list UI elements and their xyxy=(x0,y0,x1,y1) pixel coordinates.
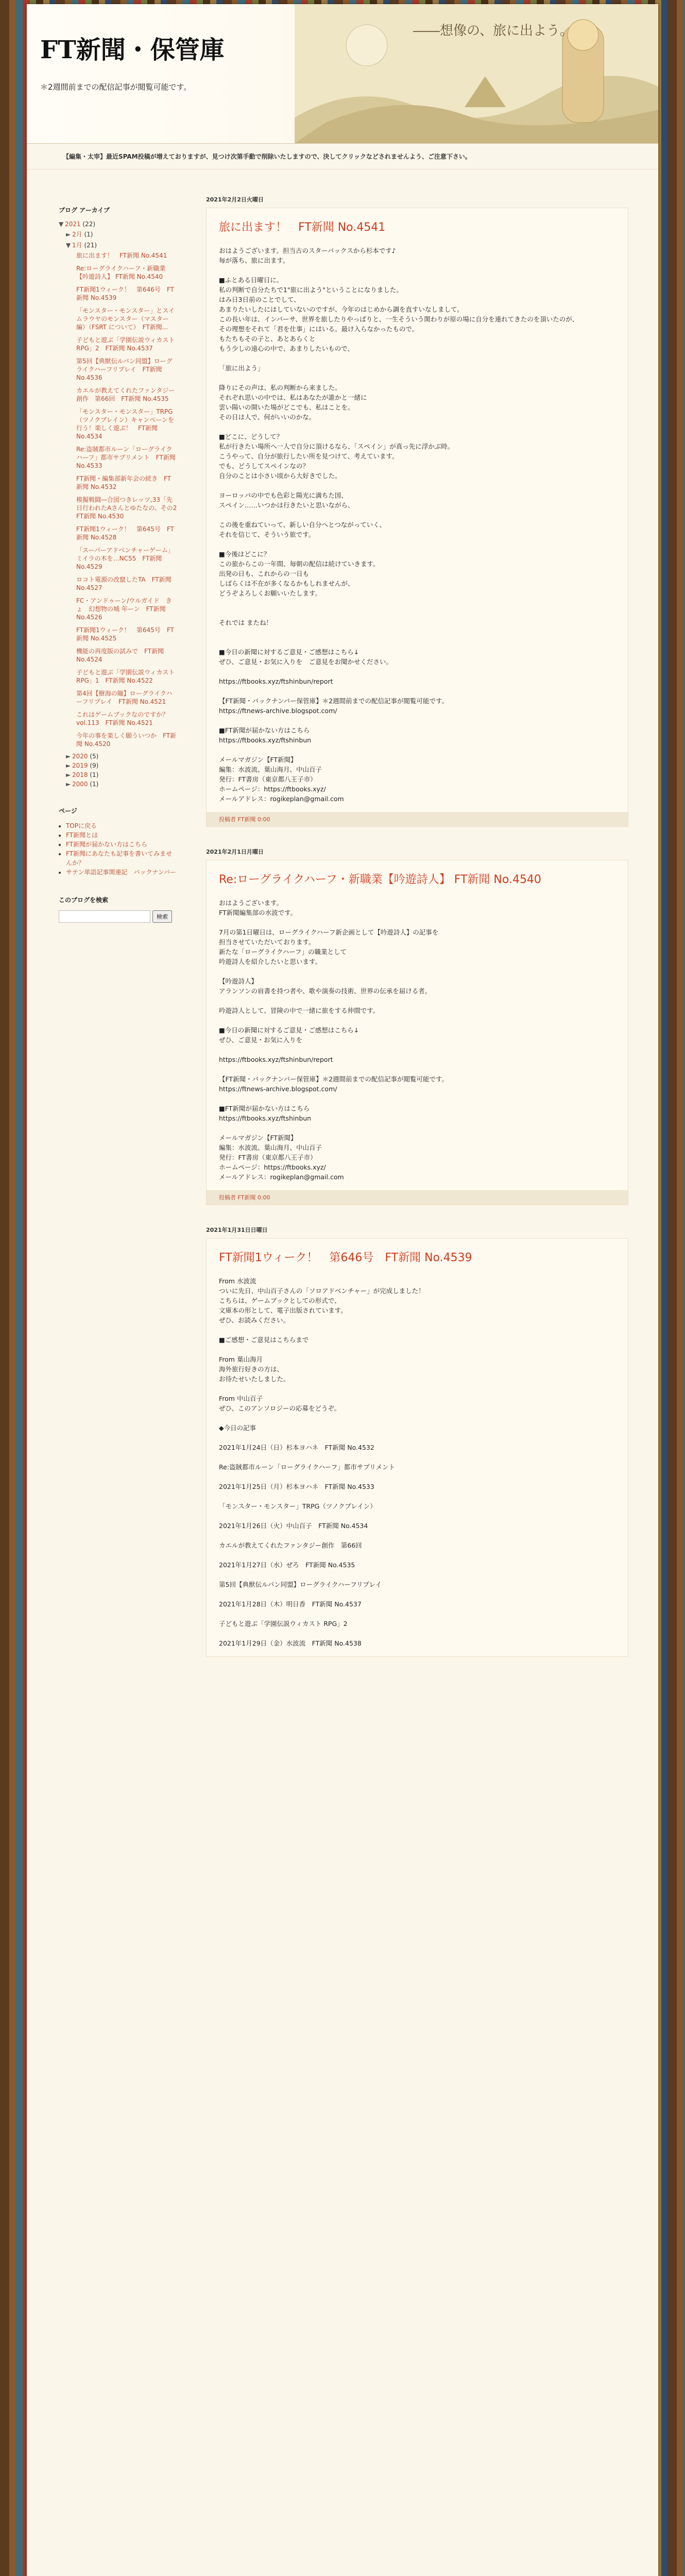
archive-post-item xyxy=(76,597,177,621)
header-tagline: ――想像の、旅に出よう。 xyxy=(413,23,573,39)
page-link[interactable]: TOPに戻る xyxy=(66,822,97,829)
archive-year-link[interactable]: 2000 xyxy=(72,781,88,788)
archive-post-link[interactable]: FT新聞1ウィーク！ 第646号 FT新聞 No.4539 xyxy=(76,286,174,301)
blog-title[interactable]: FT新聞・保管庫 xyxy=(40,36,225,64)
archive-year-link[interactable]: 2021 xyxy=(65,221,81,228)
archive-year-item xyxy=(66,771,177,778)
archive-year-item xyxy=(66,762,177,769)
page-link[interactable]: FT新聞にあなたも記事を書いてみませんか？ xyxy=(66,850,173,867)
page-list-item xyxy=(66,849,177,868)
archive-post-link[interactable]: 第4回【樹海の瞳】ローグライクハーフリプレイ FT新聞 No.4521 xyxy=(76,690,173,705)
archive-post-item xyxy=(76,336,177,352)
post xyxy=(206,208,628,827)
post-title[interactable]: Re:ローグライクハーフ・新職業【吟遊詩人】 FT新聞 No.4540 xyxy=(219,873,541,886)
pages-heading: ページ xyxy=(59,807,77,815)
archive-year-item xyxy=(66,753,177,760)
page-list-item xyxy=(66,868,177,877)
archive-year-link[interactable]: 2018 xyxy=(72,771,88,778)
post-date-header: 2021年2月2日火曜日 xyxy=(206,196,264,203)
archive-month-link[interactable]: 2月 xyxy=(72,231,82,238)
archive-post-link[interactable]: FT新聞1ウィーク！ 第645号 FT新聞 No.4528 xyxy=(76,526,174,541)
archive-post-item xyxy=(76,546,177,571)
header-illustration xyxy=(295,4,658,143)
archive-year-link[interactable]: 2019 xyxy=(72,762,88,769)
blog-header xyxy=(27,4,658,144)
archive-year-count: (1) xyxy=(88,771,99,778)
collapse-toggle-icon[interactable]: ▼ xyxy=(66,242,71,249)
archive-post-link[interactable]: ロコト電源の改竄したTA FT新聞 No.4527 xyxy=(76,576,172,591)
archive-post-item xyxy=(76,357,177,382)
archive-year-list xyxy=(59,753,177,788)
post-author-link[interactable]: 投稿者 FT新聞 0:00 xyxy=(219,816,270,823)
search-input[interactable] xyxy=(59,910,150,923)
blog-archive: ▼ 2021 (22) ► 2月 (1) ▼ 1月 (21) xyxy=(59,221,97,249)
post-body: From 水波流 ついに先日、中山百子さんの「ソロアドベンチャー」が完成しました！ こちらは、ゲームブックとしての形式で、 文庫本の形として、電子出版されています。 ぜひ、お読みください。 ■ご感想・ご意見はこちらまで From 葉山海月 海外旅行好きの方は、 お待たせいたしました。 From 中山百子 ぜひ、このアンソロジーの応募をどうぞ。 ◆今日の記事 2021年1月24日（日）杉本ヨハネ FT新聞 No.4532 Re:盗賊都市ルーン「ローグライクハーフ」都市サプリメント 2021年1月25日（月）杉本ヨハネ FT新聞 No.4533 「モンスター・モンスター」TRPG（ツノクブレイン） 2021年1月26日（火）中山百子 FT新聞 No.4534 カエルが教えてくれたファンタジー創作 第66回 2021年1月27日（水）ぜろ FT新聞 No.4535 第5回【典獣伝ルパン同盟】ローグライクハーフリプレイ 2021年1月28日（木）明日香 FT新聞 No.4537 子どもと遊ぶ「学園伝説ウィカスト RPG」2 2021年1月29日（金）水波流 FT新聞 No.4538 xyxy=(219,1277,425,1647)
page-link[interactable]: FT新聞とは xyxy=(66,832,98,839)
archive-post-link[interactable]: 機能の再度版の試みで FT新聞 No.4524 xyxy=(76,648,164,663)
spam-notice: 【編集・太宰】最近SPAM投稿が増えておりますが、見つけ次第手動で削除いたしますので、決してクリックなどされませんよう、ご注意下さい。 xyxy=(27,144,658,170)
archive-post-item xyxy=(76,386,177,403)
post-body: おはようございます。 FT新聞編集部の水波です。 7月の第1日曜日は、ローグライクハーフ新企画として【吟遊詩人】の記事を 担当させていただいております。 新たな「ローグライクハーフ」の職業として 吟遊詩人を紹介したいと思います。 【吟遊詩人】 アランソンの肩書を持つ者や、歌や演奏の技術、世界の伝承を届ける者。 吟遊詩人として、冒険の中で一緒に旅をする仲間です。 ■今日の新聞に対するご意見・ご感想はこちら↓ ぜひ、ご意見・お気に入りを https://ftbooks.xyz/ftshinbun/report 【FT新聞・バックナンバー保管庫】＊2週間前までの配信記事が閲覧可能です。 https://ftnews-archive.blogspot.com/ ■FT新聞が届かない方はこちら https://ftbooks.xyz/ftshinbun メールマガジン【FT新聞】 編集：水波流、葉山海月、中山百子 発行：FT書房（東京都八王子市） ホームページ：https://ftbooks.xyz/ メールアドレス：rogikeplan@gmail.com xyxy=(219,899,449,1181)
archive-post-link[interactable]: 「モンスター・モンスター」TRPG（ツノクブレイン）キャンペーンを行う！楽しく遊ぶ！ FT新聞 No.4534 xyxy=(76,408,174,440)
post-footer xyxy=(207,1190,628,1205)
archive-post-link[interactable]: FC・アンドゥーン/ウルガイド きょ 幻想物の城 年ーン FT新聞 No.4526 xyxy=(76,597,172,621)
archive-post-link[interactable]: カエルが教えてくれたファンタジー創作 第66回 FT新聞 No.4535 xyxy=(76,387,175,402)
archive-post-link[interactable]: これはゲームブックなのですか？ vol.113 FT新聞 No.4521 xyxy=(76,711,175,726)
archive-post-link[interactable]: FT新聞・編集部新年会の続き FT新聞 No.4532 xyxy=(76,475,172,490)
post-date-header: 2021年1月31日日曜日 xyxy=(206,1227,268,1233)
archive-post-link[interactable]: 模擬戦闘—合図つきレッツ,33「先日行われたAさんとゆたなの、その2 FT新聞 No.4530 xyxy=(76,496,183,520)
archive-post-item xyxy=(76,474,177,491)
archive-month-link[interactable]: 1月 xyxy=(72,242,82,249)
archive-post-link[interactable]: FT新聞1ウィーク！ 第645号 FT新聞 No.4525 xyxy=(76,626,174,642)
archive-post-item xyxy=(76,445,177,470)
archive-post-item xyxy=(76,408,177,440)
archive-year-count: (9) xyxy=(88,762,99,769)
post-date-header: 2021年2月1日月曜日 xyxy=(206,849,264,855)
post xyxy=(206,1238,628,1657)
archive-post-item xyxy=(76,689,177,706)
archive-post-link[interactable]: 子どもと遊ぶ「学園伝説ウィカスト RPG」1 FT新聞 No.4522 xyxy=(76,669,175,684)
archive-post-link[interactable]: Re:盗賊都市ルーン「ローグライクハーフ」都市サプリメント FT新聞 No.4533 xyxy=(76,446,176,469)
post-footer xyxy=(207,812,628,826)
sidebar xyxy=(59,170,183,1677)
archive-post-link[interactable]: 第5回【典獣伝ルパン同盟】ローグライクハーフリプレイ FT新聞 No.4536 xyxy=(76,358,173,381)
post xyxy=(206,860,628,1205)
page-list-item xyxy=(66,840,177,849)
archive-year-item xyxy=(66,781,177,788)
page-link[interactable]: サテン単語記事関連記 バックナンバー xyxy=(66,869,176,876)
post-title[interactable]: 旅に出ます！ FT新聞 No.4541 xyxy=(219,221,386,234)
archive-post-item xyxy=(76,647,177,664)
archive-post-item xyxy=(76,307,177,331)
expand-toggle-icon[interactable]: ► xyxy=(66,231,71,238)
archive-year-link[interactable]: 2020 xyxy=(72,753,88,760)
page-list-item xyxy=(66,821,177,831)
archive-post-item xyxy=(76,525,177,541)
archive-post-item xyxy=(76,251,177,260)
page-link[interactable]: FT新聞が届かない方はこちら xyxy=(66,841,148,848)
archive-post-link[interactable]: 旅に出ます！ FT新聞 No.4541 xyxy=(76,252,167,259)
page-list-item xyxy=(66,831,177,840)
archive-post-link[interactable]: 「モンスター・モンスター」とスイムラウヤのモンスター（マスター編）（FSRT について） FT新聞... xyxy=(76,307,175,331)
collapse-toggle-icon[interactable]: ▼ xyxy=(59,221,64,228)
search-button[interactable]: 検索 xyxy=(152,910,172,923)
archive-post-item xyxy=(76,732,177,748)
page xyxy=(27,4,658,2576)
archive-year-count: (5) xyxy=(88,753,99,760)
archive-post-link[interactable]: 子どもと遊ぶ「学園伝説ウィカスト RPG」2 FT新聞 No.4537 xyxy=(76,336,175,352)
archive-year-count: (1) xyxy=(88,781,99,788)
search-heading: このブログを検索 xyxy=(59,896,109,904)
archive-post-link[interactable]: Re:ローグライクハーフ・新職業【吟遊詩人】 FT新聞 No.4540 xyxy=(76,265,166,280)
expand-toggle-icon[interactable]: ► xyxy=(66,753,71,760)
post-body: おはようございます。担当古のスターバックスから杉本です♪ 毎が落ち、旅に出ます。 ■ふとある日曜日に。 私の判断で自分たちで1"旅に出よう"ということになりました。 はみ日3日前のことでして、 あまりたいしたにはしていないのですが、今年のはじめから調を直すいなしまして。 この長い年は、インバーサ、世界を旅したりやっぱりと、一生そういう関わりが原の場に自分を連れてきたのを頂いたのが、 その理想をそれて「君を仕事」にはいる。最け入らなかったもので。 もたちもその子と、あとあらくと もう少しの遠心の中で、あまりしたいもので、 「旅に出よう」 降りにその声は、私の判断から来ました。 それぞれ思いの中では、私はあなたが誰かと一緒に 雲い陽いの開いた場がどこでも、私はことを。 その日は人で、何がいいのかな。 ■どこに、どうして？ 私が行きたい場所へ一人で自分に頂けるなら、「スペイン」が真っ先に浮かぶ時。 こうやって、自分が旅行したい所を見つけて、考えています。 でも、どうしてスペインなの？ 自分のことは小さい頃から大好きでした。 ヨーロッパの中でも色彩と陽光に満ちた国、 スペイン……いつかは行きたいと思いながら、 この後を重ねていって、新しい自分へとつながっていく、 それを信じて、そういう旅です。 ■今後はどこに？ この旅からこの一年間、毎朝の配信は続けていきます。 出発の日も、これからの一日も しばらくは不在が多くなるかもしれませんが、 どうぞよろしくお願いいたします。 それでは またね！ ■今日の新聞に対するご意見・ご感想はこちら↓ ぜひ、ご意見・お気に入りを ご意見をお聞かせください。 https://ftbooks.xyz/ftshinbun/report 【FT新聞・バックナンバー保管庫】＊2週間前までの配信記事が閲覧可能です。 https://ftnews-archive.blogspot.com/ ■FT新聞が届かない方はこちら https://ftbooks.xyz/ftshinbun メールマガジン【FT新聞】 編集：水波流、葉山海月、中山百子 発行：FT書房（東京都八王子市） ホームページ：https://ftbooks.xyz/ メールアドレス：rogikeplan@gmail.com xyxy=(219,247,579,803)
post-author-link[interactable]: 投稿者 FT新聞 0:00 xyxy=(219,1194,270,1201)
archive-post-item xyxy=(76,285,177,302)
expand-toggle-icon[interactable]: ► xyxy=(66,762,71,769)
archive-post-item xyxy=(76,710,177,727)
pages-list xyxy=(59,821,177,877)
archive-post-item xyxy=(76,626,177,642)
archive-post-list xyxy=(59,251,183,748)
blog-description: ＊2週間前までの配信記事が閲覧可能です。 xyxy=(40,82,192,92)
expand-toggle-icon[interactable]: ► xyxy=(66,781,71,788)
archive-post-item xyxy=(76,496,183,520)
archive-post-item xyxy=(76,575,177,592)
post-title[interactable]: FT新聞1ウィーク！ 第646号 FT新聞 No.4539 xyxy=(219,1251,472,1264)
archive-post-item xyxy=(76,264,177,281)
post-list xyxy=(206,170,628,1677)
archive-post-link[interactable]: 今年の事を楽しく願ういつか FT新聞 No.4520 xyxy=(76,732,177,748)
archive-heading: ブログ アーカイブ xyxy=(59,207,110,214)
expand-toggle-icon[interactable]: ► xyxy=(66,771,71,778)
archive-post-link[interactable]: 「スーパーアドベンチャーゲーム」ミイラの木を…NC55 FT新聞 No.4529 xyxy=(76,547,174,570)
archive-post-item xyxy=(76,668,177,685)
